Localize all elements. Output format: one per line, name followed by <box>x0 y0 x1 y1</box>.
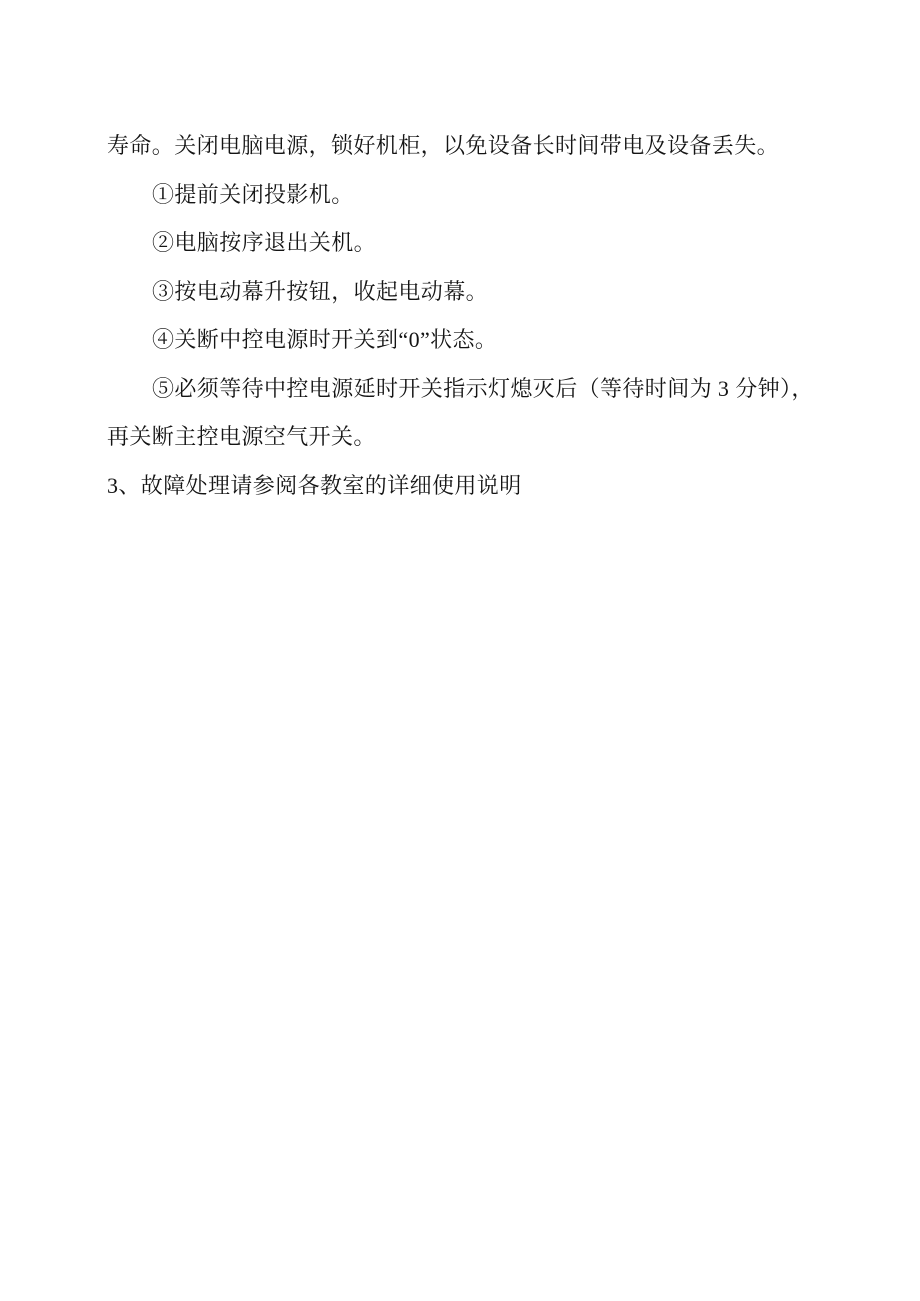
step-4-switch-to-zero: ④关断中控电源时开关到“0”状态。 <box>152 327 498 352</box>
document-body <box>107 122 814 510</box>
step-5-wait-indicator-off: ⑤必须等待中控电源延时开关指示灯熄灭后（等待时间为 3 分钟）， <box>152 375 814 401</box>
section-3-heading-troubleshoot: 3、故障处理请参阅各教室的详细使用说明 <box>107 472 522 498</box>
step-5-continuation: 再关断主控电源空气开关。 <box>107 424 376 449</box>
step-3-raise-screen: ③按电动幕升按钮，收起电动幕。 <box>152 278 489 304</box>
step-1-close-projector: ①提前关闭投影机。 <box>152 181 354 207</box>
step-2-computer-shutdown: ②电脑按序退出关机。 <box>152 230 377 255</box>
paragraph-continuation-shutdown: 寿命。关闭电脑电源，锁好机柜，以免设备长时间带电及设备丢失。 <box>107 133 780 158</box>
